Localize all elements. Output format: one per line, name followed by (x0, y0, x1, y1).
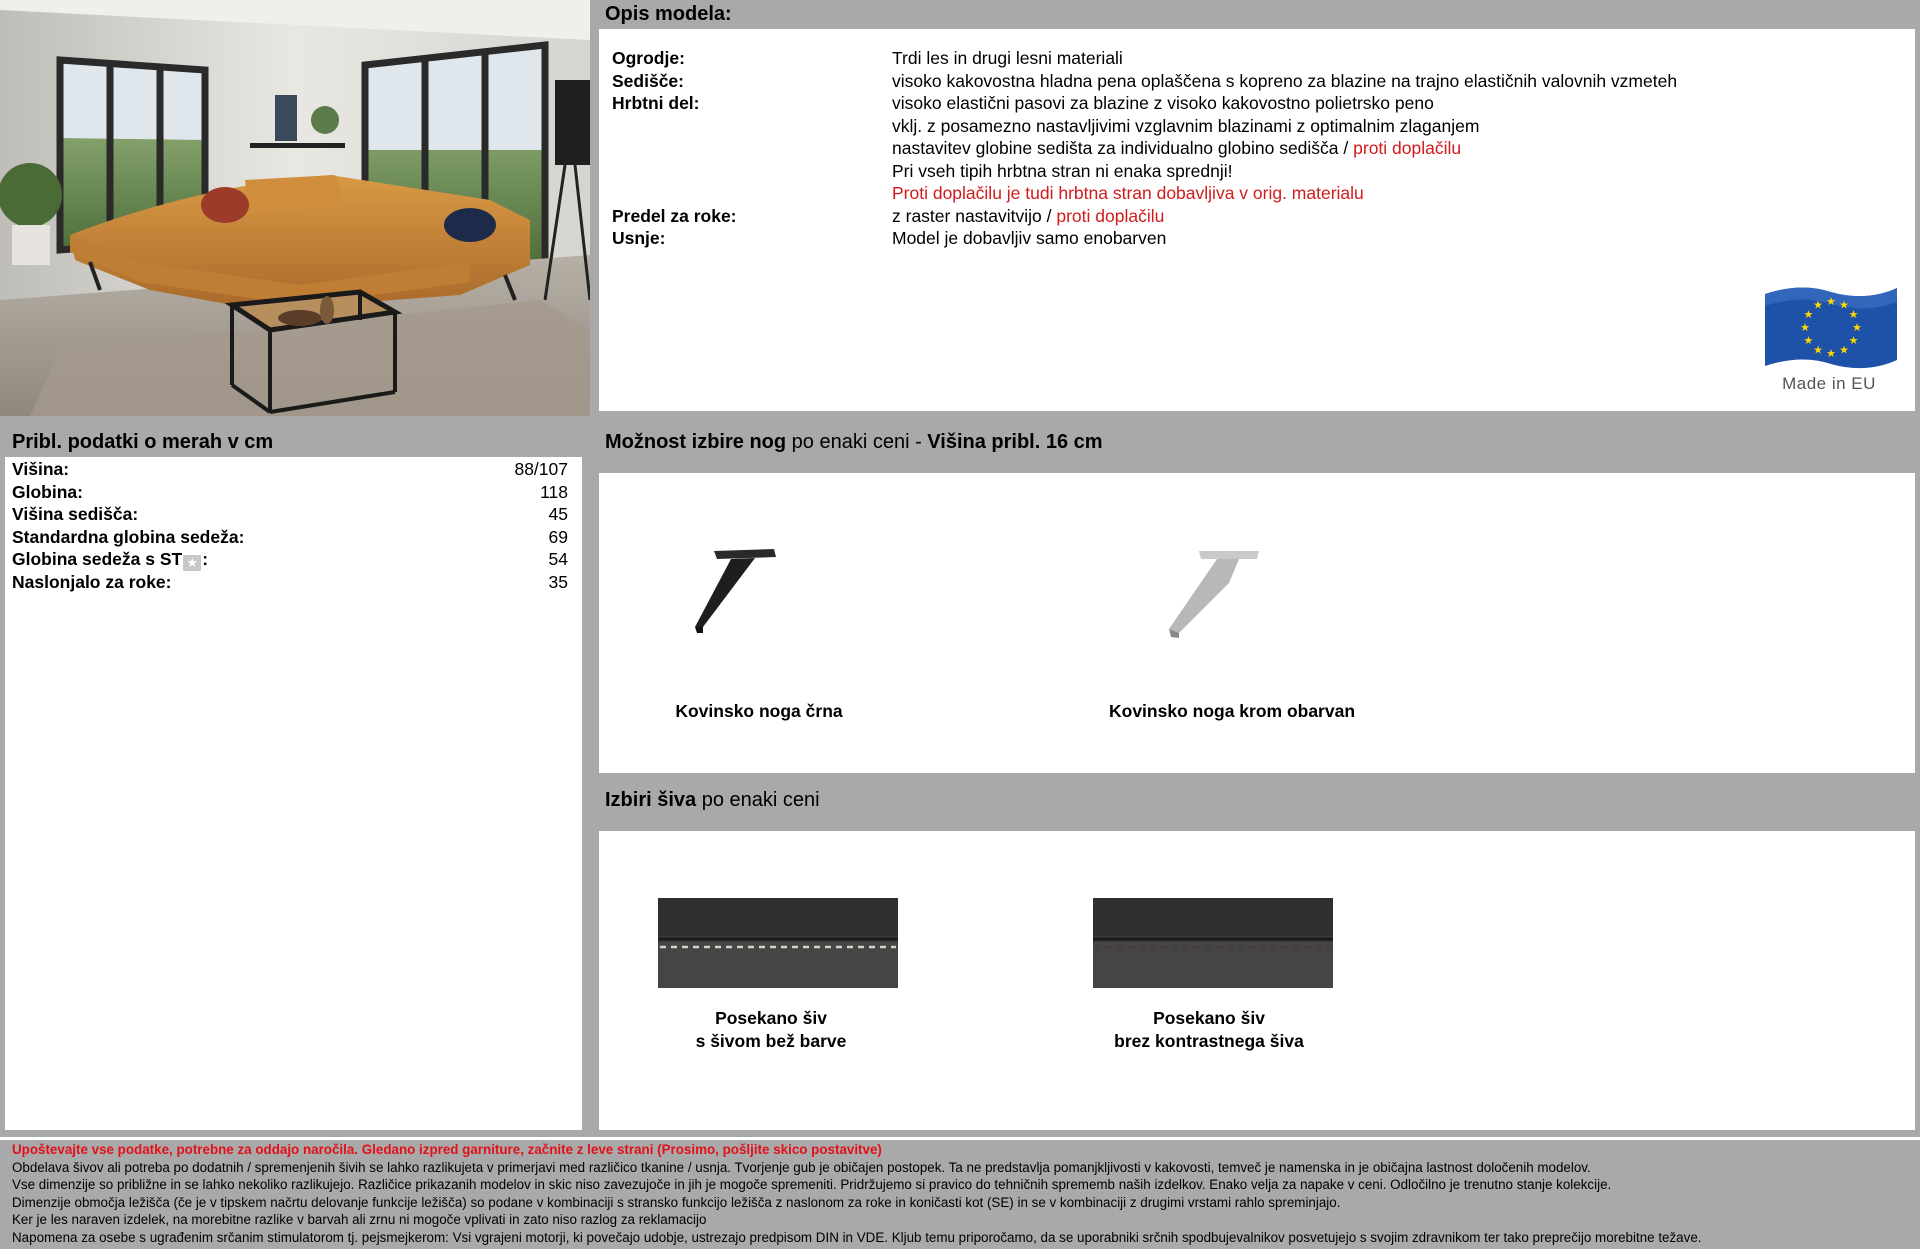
dimension-label-text: Globina sedeža s ST (12, 549, 183, 569)
seams-title-bold: Izbiri šiva (605, 789, 697, 811)
leather-beige-stitch-swatch (658, 898, 898, 988)
eu-star-icon: ★ (1813, 299, 1823, 312)
dimension-value: 118 (540, 481, 568, 502)
eu-star-icon: ★ (1826, 348, 1836, 360)
footer-lines (12, 1159, 1912, 1247)
legs-header (595, 428, 1920, 473)
dimension-label-text: Višina: (12, 459, 70, 479)
seam-option-beige-line1: Posekano šiv (715, 1008, 827, 1028)
spec-line-text: visoko kakovostna hladna pena oplaščena s kopreno za blazine na trajno elastičnih valovnih vzmeteh (892, 70, 1678, 91)
legs-title-bold: Možnost izbire nog (605, 431, 787, 453)
spec-line (892, 92, 1479, 115)
eu-star-icon: ★ (1839, 344, 1849, 357)
footer-divider (0, 1137, 1920, 1140)
dimensions-list (12, 458, 568, 594)
eu-star-icon: ★ (1803, 309, 1814, 321)
dimension-label (12, 481, 83, 504)
seat-depth-icon: ★ (183, 555, 201, 571)
dimension-value: 88/107 (514, 459, 568, 479)
spec-line-text: vklj. z posamezno nastavljivimi vzglavnim blazinami z optimalnim zlaganjem (892, 115, 1480, 136)
dimension-label (12, 503, 138, 526)
spec-line-text: Model je dobavljiv samo enobarven (892, 228, 1167, 248)
dimension-label (12, 458, 69, 481)
footer-line: Ker je les naraven izdelek, na morebitne razlike v barvah ali zrnu ni mogoče vplivati in zato niso razlog za reklamacijo (12, 1212, 707, 1227)
eu-star-icon: ★ (1848, 309, 1859, 321)
dimensions-header (0, 428, 590, 457)
leg-option-black-label: Kovinsko noga črna (675, 701, 843, 721)
footer-line: Obdelava šivov ali potreba po dodatnih / spremenjenih šivih se lahko razlikujeta v primerjavi med različico tkanine / usnja. Tvorjenje gub je običajen postopek. Ta ne predstavlja pomanjkljivosti v kakovosti, temveč je namenska in je običajna lastnost določenih modelov. (12, 1159, 1591, 1175)
legs-panel (599, 473, 1915, 773)
eu-star-icon: ★ (1839, 299, 1849, 312)
footer-warning: Upoštevajte vse podatke, potrebne za oddajo naročila. Gledano izpred garniture, začnite z leve strani (Prosimo, pošljite skico postavitve) (12, 1142, 882, 1157)
spec-line (892, 47, 1123, 70)
spec-label: Ogrodje: (612, 48, 685, 68)
dimension-row (12, 548, 568, 571)
made-in-eu-text: Made in EU (1782, 374, 1876, 393)
leather-dark-stitch-swatch (1093, 898, 1333, 988)
eu-star-icon: ★ (1803, 335, 1814, 347)
dimension-label (12, 526, 244, 549)
spec-line (892, 137, 1479, 160)
spec-line-text: nastavitev globine sedišta za individualno globino sedišča / (892, 138, 1354, 158)
spec-label: Sedišče: (612, 70, 684, 91)
seam-option-dark-line1: Posekano šiv (1153, 1008, 1265, 1028)
eu-star-icon: ★ (1800, 322, 1810, 334)
eu-star-icon: ★ (1848, 335, 1859, 347)
legs-title-height: Višina pribl. 16 cm (927, 431, 1103, 453)
dimensions-panel (5, 457, 582, 1130)
spec-row (612, 205, 1677, 228)
spec-line-text: Pri vseh tipih hrbtna stran ni enaka sprednji! (892, 160, 1233, 181)
footer-line: Vse dimenzije so približne in se lahko nekoliko razlikujejo. Različice prikazanih modelov in skic niso zavezujoče in jih je mogoče spremeniti. Pridržujemo si pravico do tehničnih sprememb naših izdelkov. Enako velja za napake v ceni. Odločilno je trenutno stanje kolekcije. (12, 1177, 1612, 1192)
spec-line-text: visoko elastični pasovi za blazine z visoko kakovostno polietrsko peno (892, 93, 1434, 113)
spec-line (892, 160, 1479, 183)
spec-label: Predel za roke: (612, 205, 737, 226)
model-description-title: Opis modela: (605, 3, 732, 25)
dimension-label-text: Globina: (12, 481, 83, 502)
spec-label: Hrbtni del: (612, 93, 700, 113)
dimension-label-suffix: : (202, 549, 209, 569)
leg-option-chrome[interactable] (1109, 543, 1356, 733)
surcharge-note: proti doplačilu (1353, 138, 1462, 158)
spec-line (892, 115, 1479, 138)
dimension-label (12, 571, 172, 594)
legs-title-normal: po enaki ceni - (786, 431, 928, 453)
spec-row (612, 47, 1677, 70)
spec-line (892, 205, 1164, 228)
eu-star-icon: ★ (1826, 296, 1836, 308)
legs-title (595, 428, 1920, 456)
leg-option-black[interactable] (659, 543, 859, 733)
dimension-row (12, 571, 568, 594)
seams-title (595, 786, 1920, 814)
sofa-photo (0, 0, 590, 416)
spec-line-text: z raster nastavitvijo / (892, 205, 1057, 226)
seam-option-dark-line2: brez kontrastnega šiva (1114, 1031, 1304, 1051)
dimension-row (12, 503, 568, 526)
footer-line: Dimenzije območja ležišča (če je v tipskem načrtu delovanje funkcije ležišča) so podane v kombinaciji s stransko funkcijo ležišča z naslonom za roke in koničasti kot (SE) in se v kombinaciji z drugimi vrstami rahlo spreminjajo. (12, 1194, 1341, 1210)
dimension-label-text: Naslonjalo za roke: (12, 572, 172, 592)
made-in-eu-badge (1761, 282, 1901, 402)
eu-star-icon: ★ (1852, 322, 1862, 334)
dimension-row (12, 458, 568, 481)
dimension-row (12, 526, 568, 549)
seam-option-beige[interactable] (658, 898, 898, 1058)
seams-panel (599, 831, 1915, 1130)
dimension-value: 35 (548, 572, 568, 592)
dimension-label-text: Višina sedišča: (12, 504, 139, 524)
dimension-row (12, 481, 568, 504)
eu-star-icon: ★ (1813, 344, 1823, 357)
dimension-label-text: Standardna globina sedeža: (12, 526, 245, 547)
footer-notes (12, 1141, 1912, 1246)
dimension-label (12, 548, 208, 571)
spec-row (612, 70, 1677, 93)
dimension-value: 69 (548, 526, 568, 547)
spec-line (892, 182, 1479, 205)
model-description-header (595, 0, 1920, 29)
dimension-value: 45 (548, 504, 568, 524)
spec-line (892, 227, 1166, 250)
leg-option-chrome-label: Kovinsko noga krom obarvan (1109, 701, 1356, 721)
spec-row (612, 92, 1677, 205)
spec-line-text: Trdi les in drugi lesni materiali (892, 48, 1123, 68)
surcharge-note: proti doplačilu (1056, 205, 1165, 226)
dimension-value: 54 (548, 549, 568, 569)
spec-line (892, 70, 1677, 93)
surcharge-note: Proti doplačilu je tudi hrbtna stran dobavljiva v orig. materialu (892, 183, 1364, 203)
dimensions-title: Pribl. podatki o merah v cm (12, 431, 274, 453)
seam-option-dark[interactable] (1093, 898, 1333, 1058)
seams-title-normal: po enaki ceni (696, 789, 820, 811)
spec-list (612, 47, 1677, 250)
model-description-panel (599, 29, 1915, 411)
footer-line: Napomena za osebe s ugrađenim srčanim stimulatorom tj. pejsmejkerom: Vsi vgrajeni motorji, ki povečajo udobje, ustrezajo predpisom DIN in VDE. Kljub temu priporočamo, da se uporabniki srčnih spodbujevalnikov posvetujejo s svojim zdravnikom ter tako preprečijo morebitne težave. (12, 1229, 1702, 1245)
seam-option-beige-line2: s šivom bež barve (695, 1031, 847, 1051)
seams-header (595, 786, 1920, 831)
chrome-leg-icon (1109, 543, 1349, 673)
black-leg-icon (659, 543, 859, 673)
spec-row (612, 227, 1677, 250)
spec-label: Usnje: (612, 228, 666, 248)
